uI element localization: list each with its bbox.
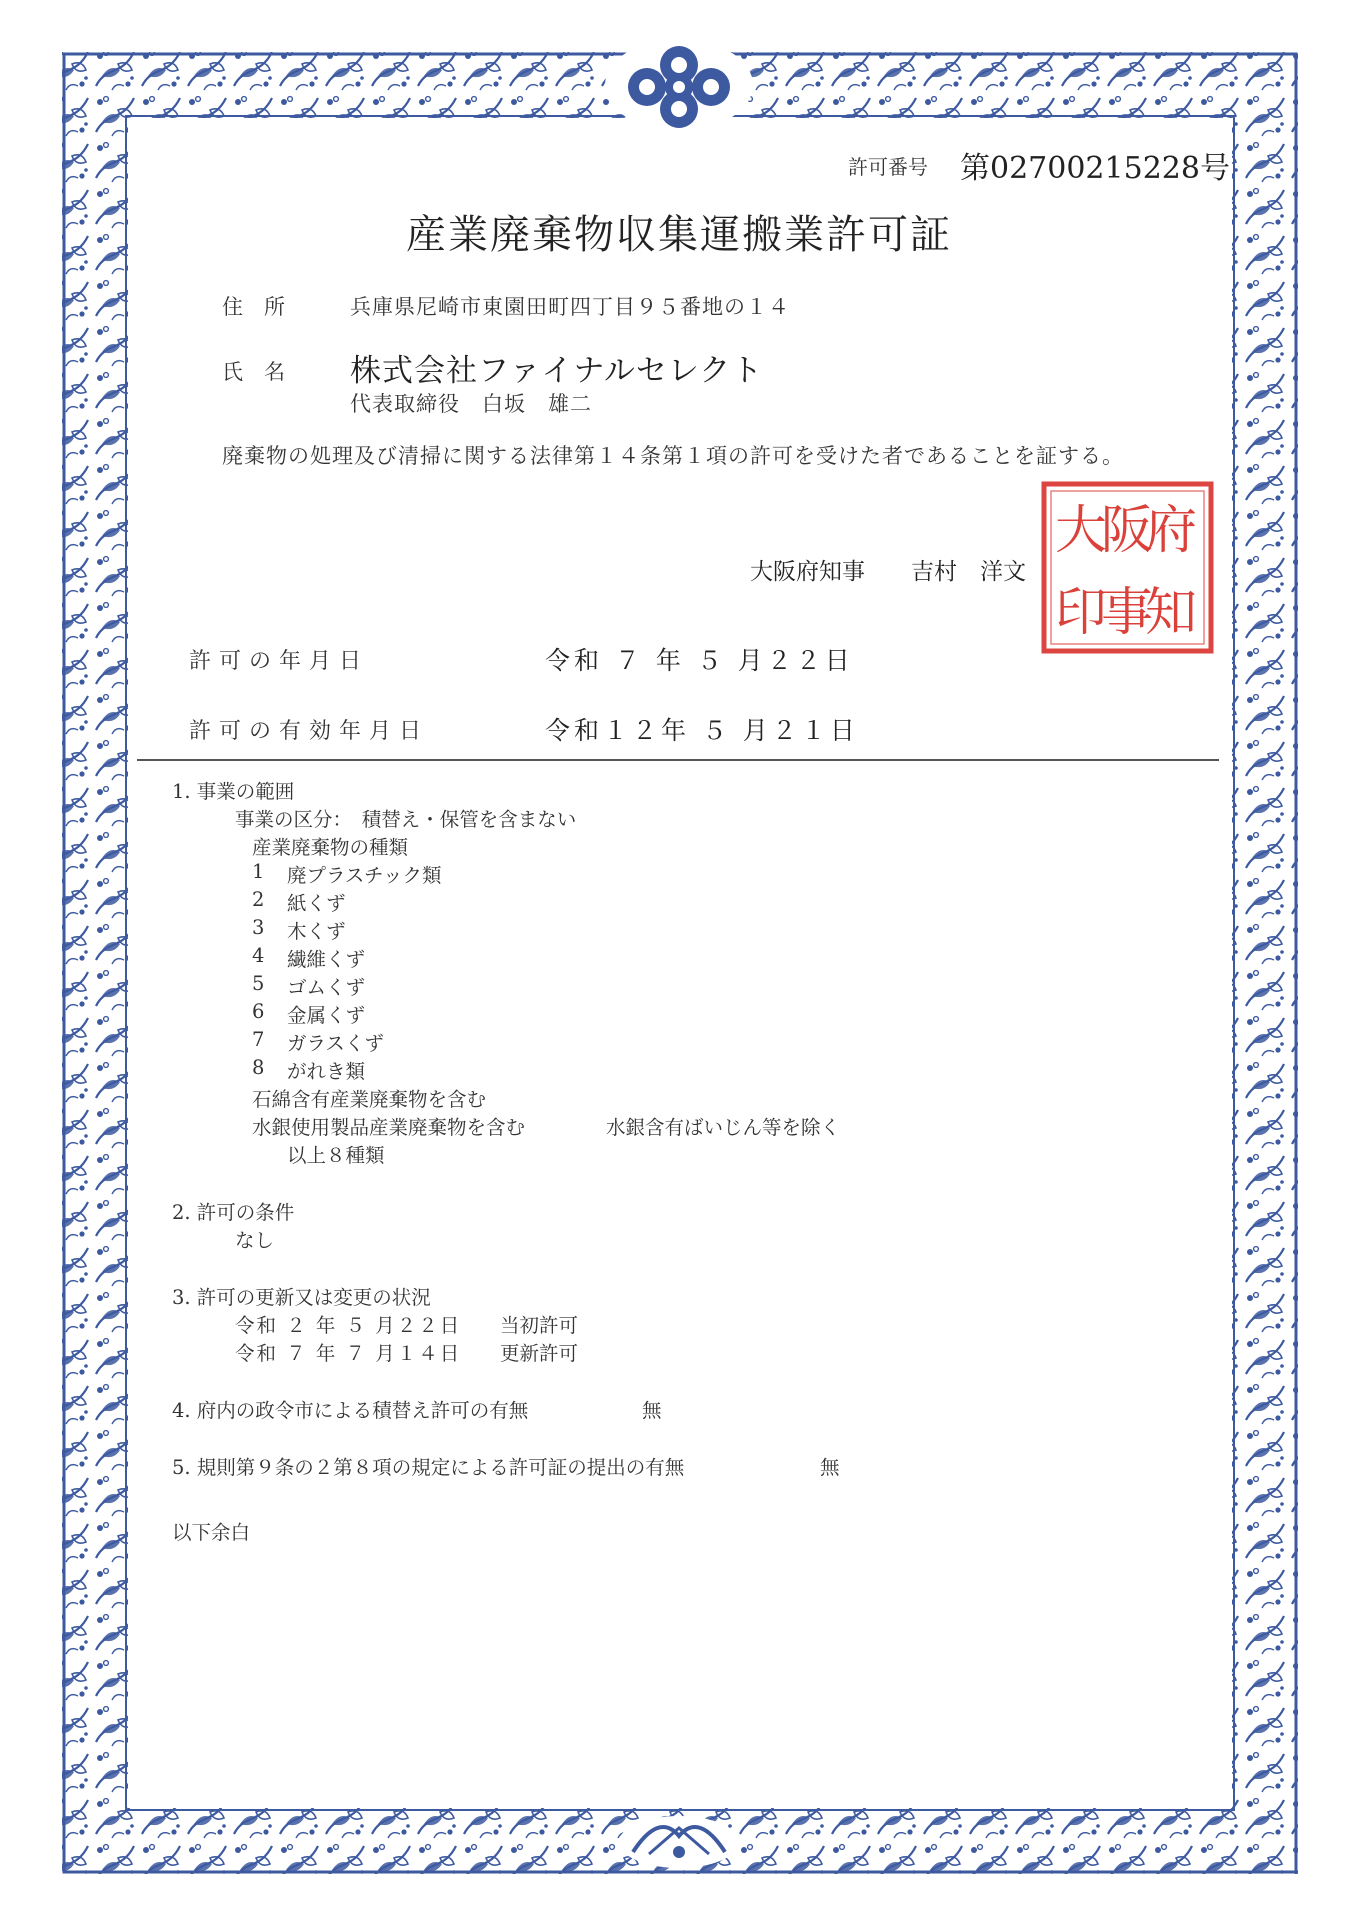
waste-type-number: 7 (252, 1028, 265, 1051)
waste-type-number: 6 (252, 1000, 265, 1023)
seal-char: 阪 (1100, 501, 1154, 561)
company-name: 株式会社ファイナルセレクト (350, 353, 764, 389)
waste-type-name: ゴムくず (287, 976, 366, 999)
seal-char: 大 (1054, 501, 1108, 561)
end-note: 以下余白 (172, 1521, 251, 1544)
permit-date: 令和 ７ 年 ５ 月２２日 (545, 646, 854, 675)
seal-char: 知 (1144, 583, 1198, 643)
section-4-value: 無 (642, 1399, 662, 1422)
prefecture-emblem-icon (605, 39, 753, 131)
section-5-value: 無 (820, 1456, 840, 1479)
history-status: 更新許可 (500, 1342, 579, 1365)
section-2-title: 2. 許可の条件 (172, 1201, 295, 1224)
business-category: 事業の区分： 積替え・保管を含まない (235, 808, 577, 831)
seal-char: 印 (1054, 583, 1108, 643)
waste-type-name: 金属くず (287, 1004, 366, 1027)
waste-type-number: 8 (252, 1056, 265, 1079)
issuer-name: 大阪府知事 吉村 洋文 (750, 559, 1026, 585)
representative: 代表取締役 白坂 雄二 (350, 392, 592, 416)
waste-types-heading: 産業廃棄物の種類 (252, 836, 409, 859)
waste-type-name: ガラスくず (287, 1032, 384, 1055)
history-date: 令和 ２ 年 ５ 月２２日 (235, 1314, 462, 1337)
waste-type-number: 4 (252, 944, 265, 967)
expiry-date-label: 許可の有効年月日 (189, 719, 430, 744)
history-status: 当初許可 (500, 1314, 579, 1337)
waste-type-number: 2 (252, 888, 265, 911)
seal-char: 事 (1100, 583, 1154, 643)
section-3-title: 3. 許可の更新又は変更の状況 (172, 1286, 431, 1309)
waste-type-name: がれき類 (287, 1060, 366, 1083)
permit-date-label: 許可の年月日 (189, 649, 370, 674)
mercury-note: 水銀使用製品産業廃棄物を含む (252, 1116, 526, 1139)
waste-types-total: 以上８種類 (287, 1144, 385, 1167)
waste-type-number: 3 (252, 916, 265, 939)
section-1-title: 1. 事業の範囲 (172, 780, 295, 803)
waste-type-number: 5 (252, 972, 265, 995)
asbestos-note: 石綿含有産業廃棄物を含む (252, 1088, 487, 1111)
waste-type-name: 繊維くず (287, 948, 366, 971)
name-label: 氏 名 (222, 360, 285, 384)
permit-number: 第02700215228号 (960, 151, 1230, 186)
divider (137, 759, 1219, 761)
seal-char: 府 (1144, 501, 1198, 561)
document-title: 産業廃棄物収集運搬業許可証 (406, 212, 952, 258)
address-value: 兵庫県尼崎市東園田町四丁目９５番地の１４ (350, 295, 790, 319)
address-label: 住 所 (222, 295, 285, 319)
permit-conditions: なし (235, 1229, 275, 1252)
official-seal (1040, 480, 1215, 655)
permit-number-label: 許可番号 (848, 155, 928, 179)
certification-statement: 廃棄物の処理及び清掃に関する法律第１４条第１項の許可を受けた者であることを証する。 (222, 444, 1124, 468)
waste-type-name: 木くず (287, 920, 346, 943)
mercury-exclusion-note: 水銀含有ばいじん等を除く (606, 1116, 841, 1139)
waste-type-name: 紙くず (287, 892, 346, 915)
section-5-title: 5. 規則第９条の２第８項の規定による許可証の提出の有無 (172, 1456, 685, 1479)
waste-type-name: 廃プラスチック類 (287, 864, 442, 887)
section-4-title: 4. 府内の政令市による積替え許可の有無 (172, 1399, 529, 1422)
expiry-date: 令和１２年 ５ 月２１日 (545, 716, 859, 745)
waste-type-number: 1 (252, 860, 265, 883)
history-date: 令和 ７ 年 ７ 月１４日 (235, 1342, 462, 1365)
